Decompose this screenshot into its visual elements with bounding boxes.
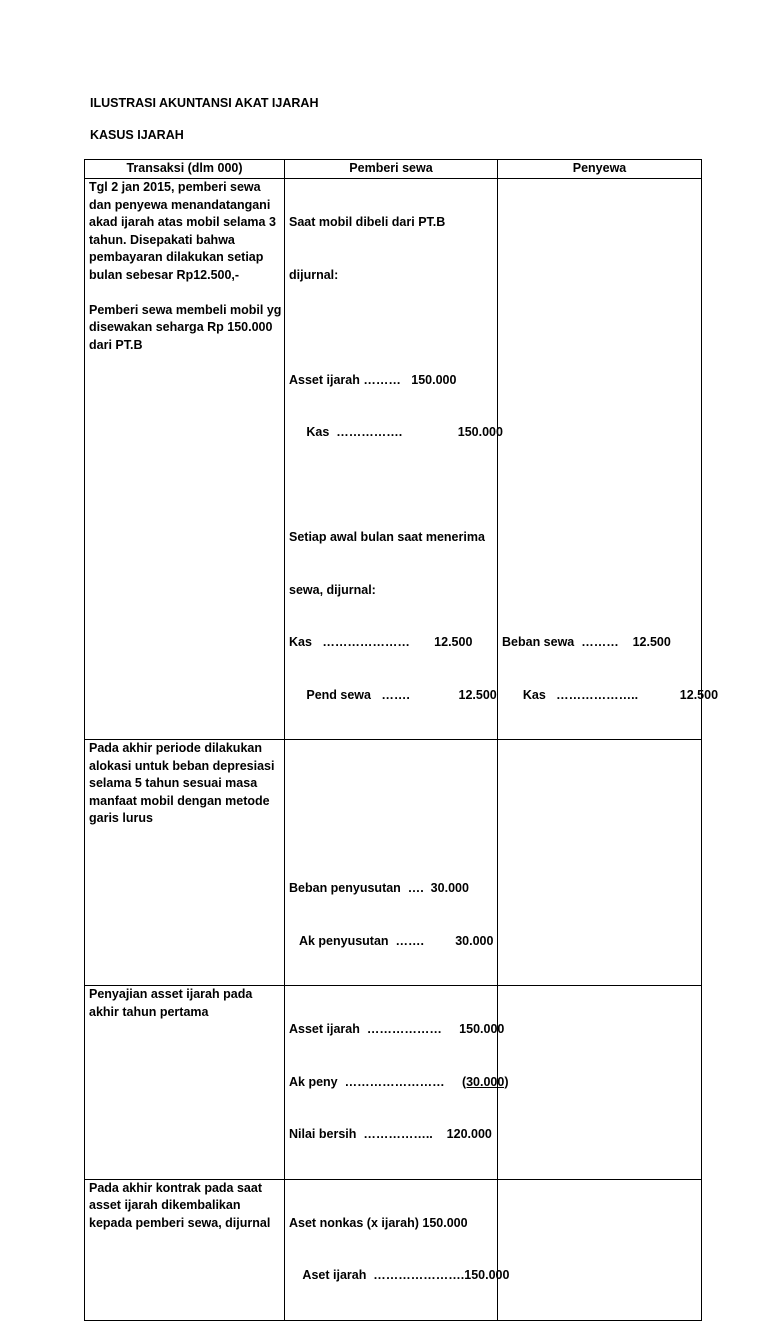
cell-penyewa — [498, 1179, 702, 1320]
ak-peny-label: Ak peny …………………… — [289, 1074, 462, 1089]
journal-table — [84, 159, 719, 1321]
text-line: disewakan seharga Rp 150.000 — [89, 320, 273, 334]
text-line: asset ijarah dikembalikan — [89, 1198, 241, 1212]
text-line: Penyajian asset ijarah pada — [89, 987, 253, 1001]
text-line: Pada akhir periode dilakukan — [89, 741, 262, 755]
table-row — [85, 740, 702, 986]
text-line: dijurnal: — [289, 267, 339, 282]
journal-line: Aset nonkas (x ijarah) 150.000 — [289, 1215, 468, 1230]
header-penyewa: Penyewa — [498, 160, 702, 179]
blank-line — [289, 477, 493, 495]
text-line: Pemberi sewa membeli mobil yg — [89, 302, 282, 317]
text-line: dan penyewa menandatangani — [89, 197, 271, 212]
text-line: selama 5 tahun sesuai masa — [89, 776, 258, 790]
text-line: bulan sebesar Rp12.500,- — [89, 267, 240, 282]
text-line: akhir tahun pertama — [89, 1004, 209, 1019]
cell-transaksi — [85, 1179, 285, 1320]
journal-line — [289, 1074, 509, 1092]
table-header-row — [85, 160, 702, 179]
table-row — [85, 1179, 702, 1320]
journal-line: Beban sewa ……… 12.500 — [502, 635, 671, 649]
cell-pemberi-sewa — [285, 740, 498, 986]
text-line: alokasi untuk beban depresiasi — [89, 758, 275, 773]
cell-transaksi — [85, 740, 285, 986]
text-line: Saat mobil dibeli dari PT.B — [289, 215, 446, 229]
text-line: Setiap awal bulan saat menerima — [289, 530, 485, 544]
journal-line: Asset ijarah ……… 150.000 — [289, 372, 457, 387]
cell-penyewa — [498, 986, 702, 1180]
blank-line — [289, 775, 493, 793]
text-line: garis lurus — [89, 811, 153, 825]
ak-peny-value: (30.000) — [461, 1074, 509, 1089]
text-line: akad ijarah atas mobil selama 3 — [89, 215, 276, 229]
journal-line: Kas ……………….. 12.500 — [502, 687, 719, 702]
cell-pemberi-sewa — [285, 986, 509, 1180]
blank-line — [89, 284, 280, 302]
journal-line: Ak penyusutan ……. 30.000 — [289, 933, 494, 948]
cell-transaksi — [85, 986, 285, 1180]
blank-line — [289, 319, 493, 337]
blank-line — [289, 828, 493, 846]
cell-penyewa — [498, 740, 702, 986]
cell-penyewa — [498, 179, 719, 740]
cell-pemberi-sewa — [285, 179, 503, 740]
table-row — [85, 179, 702, 740]
journal-line: Pend sewa ……. 12.500 — [289, 687, 497, 702]
document-title: ILUSTRASI AKUNTANSI AKAT IJARAH — [90, 96, 319, 110]
text-line: dari PT.B — [89, 337, 143, 352]
journal-line: Kas ……………. 150.000 — [289, 425, 503, 439]
journal-line: Nilai bersih …………….. 120.000 — [289, 1127, 492, 1141]
text-line: Pada akhir kontrak pada saat — [89, 1180, 262, 1195]
header-transaksi: Transaksi (dlm 000) — [85, 160, 285, 179]
header-pemberi-sewa: Pemberi sewa — [285, 160, 498, 179]
text-line: kepada pemberi sewa, dijurnal — [89, 1215, 271, 1230]
text-line: pembayaran dilakukan setiap — [89, 250, 264, 264]
cell-transaksi — [85, 179, 285, 740]
journal-line: Aset ijarah ………………….150.000 — [289, 1268, 510, 1282]
journal-line: Kas ………………… 12.500 — [289, 635, 473, 649]
cell-pemberi-sewa — [285, 1179, 510, 1320]
text-line: manfaat mobil dengan metode — [89, 793, 270, 808]
text-line: sewa, dijurnal: — [289, 582, 376, 597]
document-subtitle: KASUS IJARAH — [90, 128, 184, 142]
text-line: tahun. Disepakati bahwa — [89, 232, 235, 247]
journal-line: Asset ijarah ……………… 150.000 — [289, 1022, 505, 1036]
table-row — [85, 986, 702, 1180]
text-line: Tgl 2 jan 2015, pemberi sewa — [89, 180, 261, 194]
journal-line: Beban penyusutan …. 30.000 — [289, 881, 469, 895]
